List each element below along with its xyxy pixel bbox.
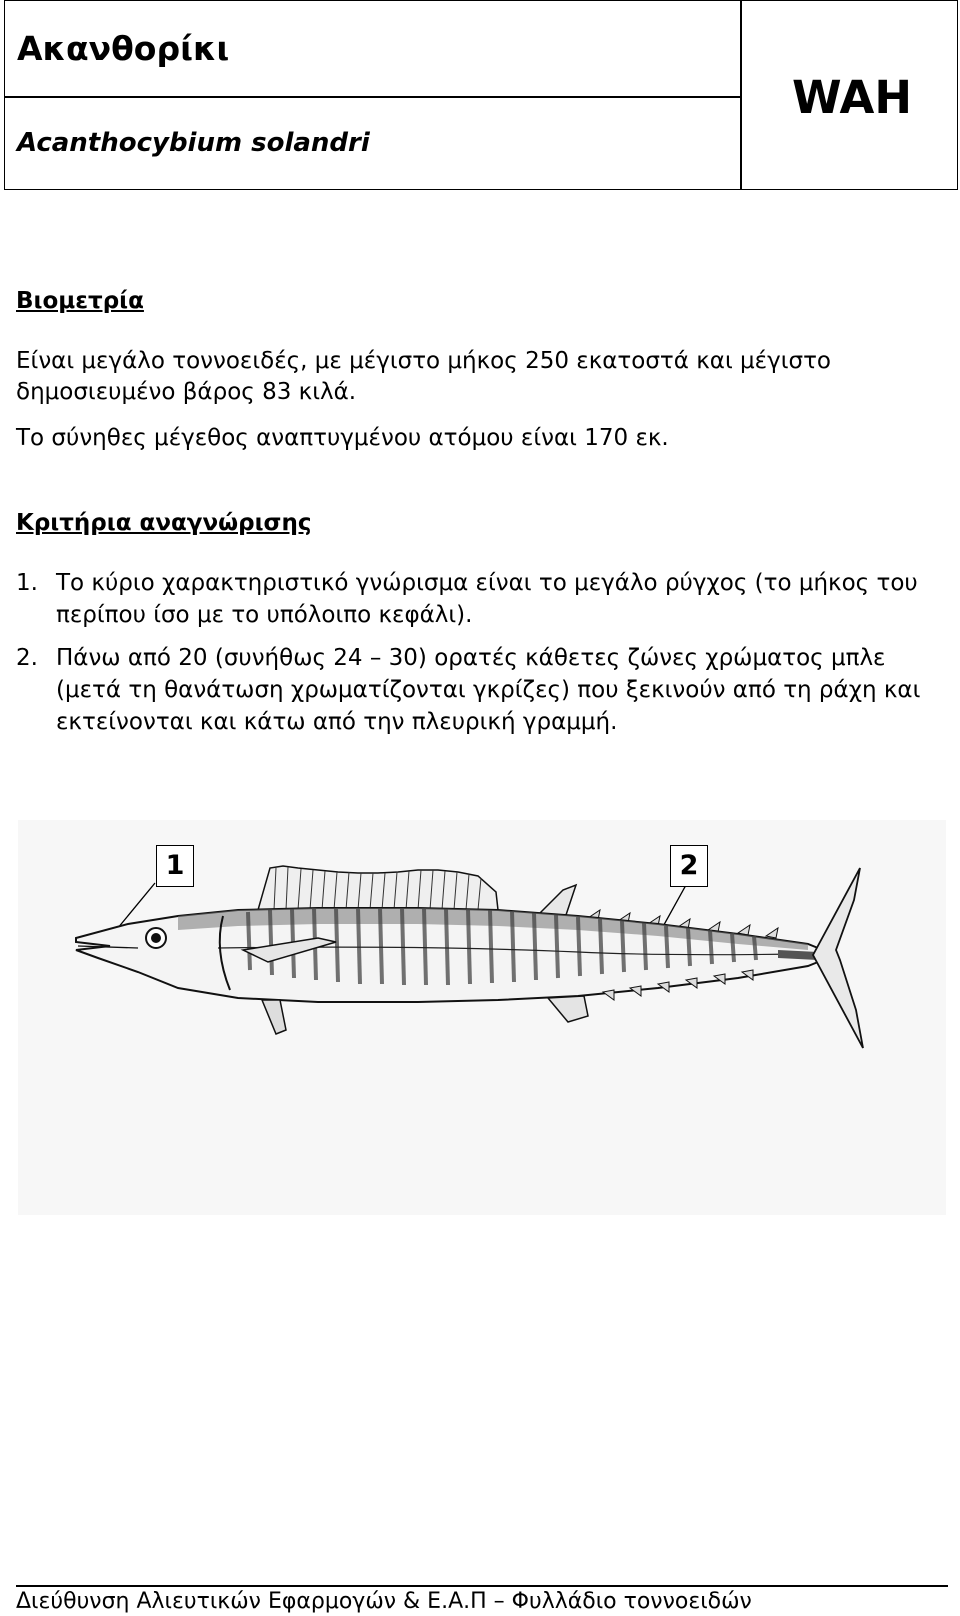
species-scientific-name: Acanthocybium solandri [17, 128, 370, 158]
biometry-line-1: Είναι μεγάλο τοννοειδές, με μέγιστο μήκος 250 εκατοστά και μέγιστο [16, 348, 832, 374]
biometry-heading: Βιομετρία [16, 288, 144, 314]
biometry-line-3: Το σύνηθες μέγεθος αναπτυγμένου ατόμου είναι 170 εκ. [16, 425, 669, 451]
footer-rule [16, 1585, 948, 1587]
species-common-name: Ακανθορίκι [17, 29, 230, 68]
callout-2: 2 [670, 845, 708, 887]
header-divider-vertical [740, 1, 742, 189]
criteria-item-text: Πάνω από 20 (συνήθως 24 – 30) ορατές κάθετες ζώνες χρώματος μπλε (μετά τη θανάτωση χρωματίζονται γκρίζες) που ξεκινούν από τη ράχη και εκτείνονται και κάτω από την πλευρική γραμμή. [56, 645, 921, 735]
criteria-item-number: 1. [16, 570, 38, 596]
anal-fin [548, 996, 588, 1022]
biometry-line-2: δημοσιευμένο βάρος 83 κιλά. [16, 379, 357, 405]
header-table [4, 0, 958, 190]
pelvic-fin [262, 1000, 286, 1034]
species-code: WAH [791, 71, 913, 124]
criteria-item-2 [16, 642, 936, 738]
pupil [151, 933, 161, 943]
criteria-item-text: Το κύριο χαρακτηριστικό γνώρισμα είναι το μεγάλο ρύγχος (το μήκος του περίπου ίσο με το υπόλοιπο κεφάλι). [56, 570, 918, 628]
fish-illustration [18, 820, 946, 1215]
criteria-heading: Κριτήρια αναγνώρισης [16, 510, 312, 536]
criteria-item-number: 2. [16, 645, 38, 671]
header-divider-horizontal [5, 96, 740, 98]
callout-1: 1 [156, 845, 194, 887]
criteria-item-1 [16, 567, 936, 631]
second-dorsal-fin [538, 885, 576, 915]
tail-fin [813, 868, 863, 1048]
footer-text: Διεύθυνση Αλιευτικών Εφαρμογών & Ε.Α.Π – Φυλλάδιο τοννοειδών [16, 1589, 752, 1614]
dorsal-fin [258, 866, 498, 910]
